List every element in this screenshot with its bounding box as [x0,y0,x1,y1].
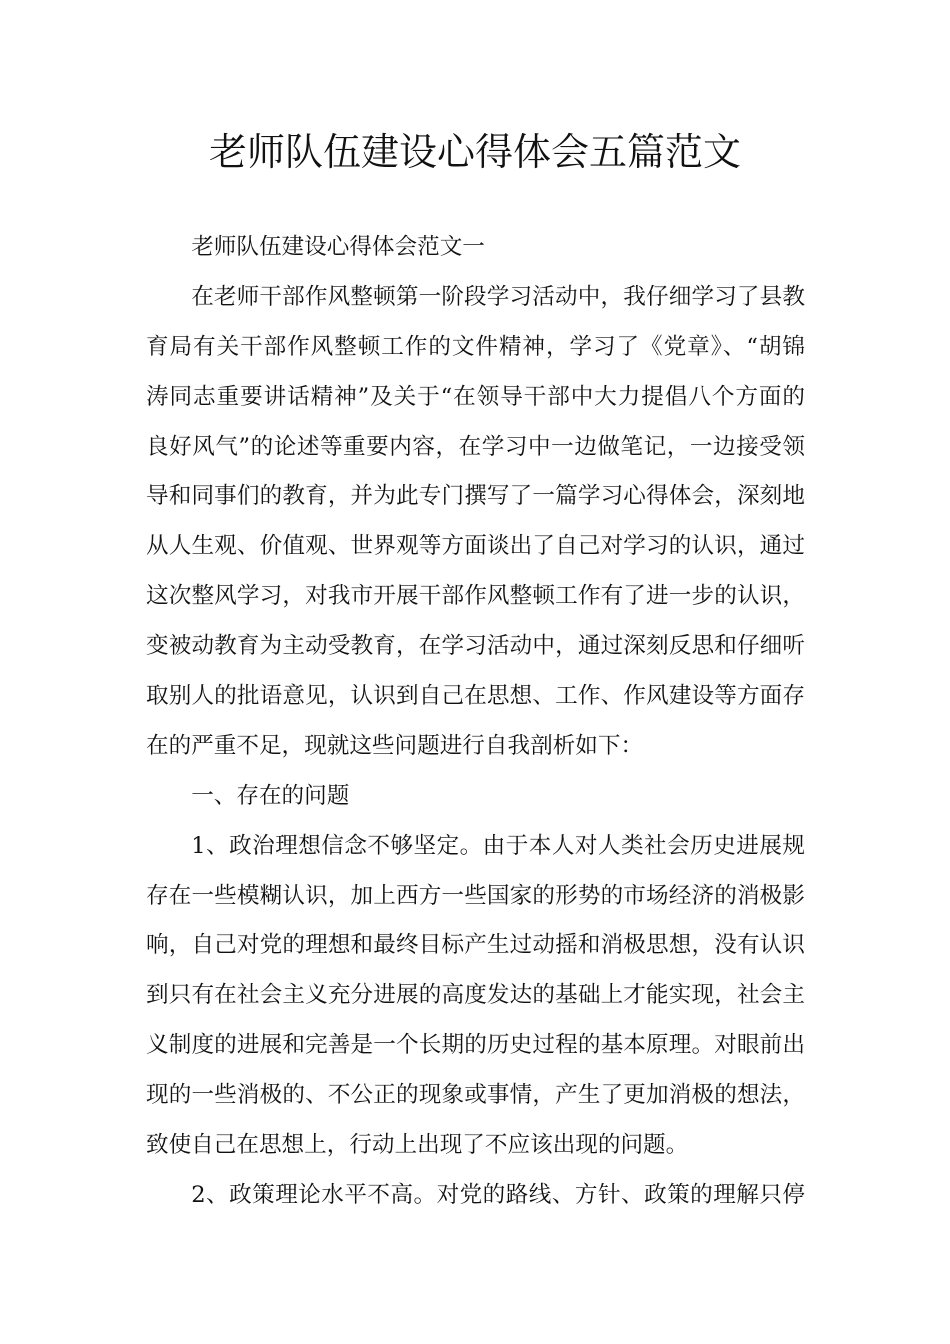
text-line: 响，自己对党的理想和最终目标产生过动摇和消极思想，没有认识 [146,932,805,959]
text-line: 从人生观、价值观、世界观等方面谈出了自己对学习的认识，通过 [146,533,805,560]
section-heading [146,772,805,822]
text-line: 涛同志重要讲话精神”及关于“在领导干部中大力提倡八个方面的 [146,383,805,410]
text-line: 在老师干部作风整顿第一阶段学习活动中，我仔细学习了县教 [191,283,805,310]
text-line: 老师队伍建设心得体会范文一 [191,234,485,260]
text-line: 到只有在社会主义充分进展的高度发达的基础上才能实现，社会主 [146,982,805,1009]
text-line: 在的严重不足，现就这些问题进行自我剖析如下： [146,732,644,759]
text-line: 变被动教育为主动受教育，在学习活动中，通过深刻反思和仔细听 [146,633,805,660]
text-line: 1、政治理想信念不够坚定。由于本人对人类社会历史进展规 [191,832,805,859]
text-line: 致使自己在思想上，行动上出现了不应该出现的问题。 [146,1132,689,1159]
text-line: 2、政策理论水平不高。对党的路线、方针、政策的理解只停 [191,1181,805,1208]
document-title: 老师队伍建设心得体会五篇范文 [208,130,741,174]
text-line: 现的一些消极的、不公正的现象或事情，产生了更加消极的想法， [146,1082,805,1109]
text-line: 育局有关干部作风整顿工作的文件精神，学习了《党章》、“胡锦 [146,333,805,360]
text-line: 良好风气”的论述等重要内容，在学习中一边做笔记，一边接受领 [146,433,805,460]
essay-subtitle [146,223,805,273]
text-line: 导和同事们的教育，并为此专门撰写了一篇学习心得体会，深刻地 [146,483,805,510]
text-line: 这次整风学习，对我市开展干部作风整顿工作有了进一步的认识， [146,583,805,610]
text-line: 取别人的批语意见，认识到自己在思想、工作、作风建设等方面存 [146,683,805,710]
text-line: 义制度的进展和完善是一个长期的历史过程的基本原理。对眼前出 [146,1032,805,1059]
intro-paragraph [146,273,805,772]
paragraph-point-1 [146,822,805,1171]
text-line: 存在一些模糊认识，加上西方一些国家的形势的市场经济的消极影 [146,882,805,909]
document-body [146,223,805,1221]
paragraph-point-2 [146,1171,805,1221]
text-line: 一、存在的问题 [191,782,350,809]
